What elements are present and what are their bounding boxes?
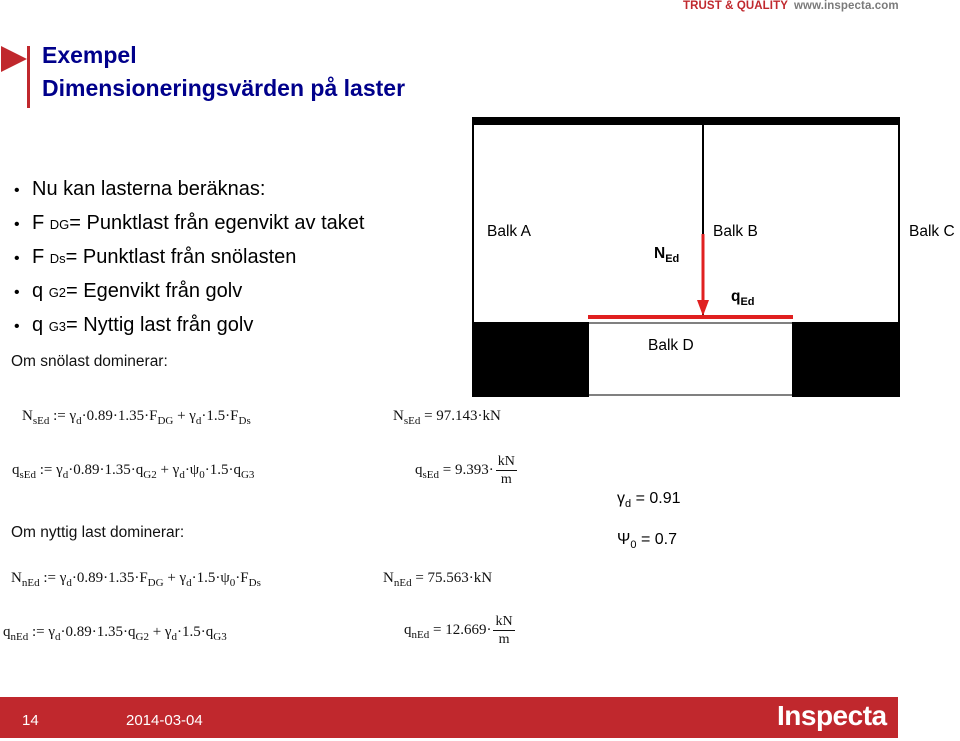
point-load-arrowhead bbox=[697, 300, 709, 316]
eq-nsed-def: $N_{sEd}$ := $\gamma_d\cdot 0.89\cdot 1.35\cdot F_{DG} + \gamma_d\cdot 1.5\cdot F_{Ds}$ bbox=[22, 408, 251, 427]
label-qed: $q_{Ed}$ bbox=[731, 288, 755, 309]
left-block bbox=[472, 322, 589, 397]
section-snow: Om snölast dominerar: bbox=[11, 353, 168, 370]
eq-nsed-result: $N_{sEd} = 97.143\cdot kN$ bbox=[393, 408, 501, 427]
param-gamma: $\gamma_d = 0.91$ bbox=[617, 490, 681, 511]
page-subtitle: Dimensioneringsvärden på laster bbox=[42, 75, 406, 101]
right-block bbox=[792, 322, 900, 397]
page-title: Exempel bbox=[42, 42, 137, 68]
eq-qsed-def: $q_{sEd}$ := $\gamma_d\cdot 0.89\cdot 1.35\cdot q_{G2} + \gamma_d\cdot\psi_0\cdot 1.5\cdot q_{G3}$ bbox=[12, 462, 255, 481]
eq-qsed-result: $q_{sEd} = 9.393\cdot$ $\frac{kN}{m}$ bbox=[415, 454, 515, 487]
list-item: • Nu kan lasterna beräknas: bbox=[14, 178, 266, 200]
inspecta-logo: Inspecta bbox=[777, 700, 887, 731]
top-beam bbox=[472, 117, 900, 125]
footer-date: 2014-03-04 bbox=[126, 712, 203, 729]
label-ned: $N_{Ed}$ bbox=[654, 245, 680, 266]
beam-diagram bbox=[470, 116, 902, 398]
eq-qned-def: $q_{nEd}$ := $\gamma_d\cdot 0.89\cdot 1.35\cdot q_{G2} + \gamma_d\cdot 1.5\cdot q_{G3}$ bbox=[3, 624, 227, 643]
list-item: • q G3 = Nyttig last från golv bbox=[14, 314, 254, 336]
eq-qned-result: $q_{nEd} = 12.669\cdot$ $\frac{kN}{m}$ bbox=[404, 614, 513, 647]
list-item: • q G2 = Egenvikt från golv bbox=[14, 280, 243, 302]
eq-nned-result: $N_{nEd} = 75.563\cdot kN$ bbox=[383, 570, 493, 589]
label-balk-c: Balk C bbox=[909, 223, 955, 240]
label-balk-d: Balk D bbox=[648, 337, 694, 354]
param-psi: $\Psi_0 = 0.7$ bbox=[617, 531, 677, 552]
list-item: • F Ds = Punktlast från snölasten bbox=[14, 246, 297, 268]
list-item: • F DG = Punktlast från egenvikt av taket bbox=[14, 212, 365, 234]
title-arrow-icon bbox=[1, 46, 27, 72]
label-balk-b: Balk B bbox=[713, 223, 758, 240]
brand-url[interactable]: www.inspecta.com bbox=[794, 0, 899, 12]
brand-tagline bbox=[683, 0, 899, 12]
bullet-list bbox=[14, 172, 364, 342]
brand-trust: TRUST & QUALITY bbox=[683, 0, 788, 12]
title-accent-bar bbox=[27, 46, 30, 108]
eq-nned-def: $N_{nEd}$ := $\gamma_d\cdot 0.89\cdot 1.35\cdot F_{DG} + \gamma_d\cdot 1.5\cdot\psi_0\cdot F_{Ds}$ bbox=[11, 570, 261, 589]
section-live: Om nyttig last dominerar: bbox=[11, 524, 185, 541]
label-balk-a: Balk A bbox=[487, 223, 531, 240]
page-number: 14 bbox=[22, 712, 39, 729]
